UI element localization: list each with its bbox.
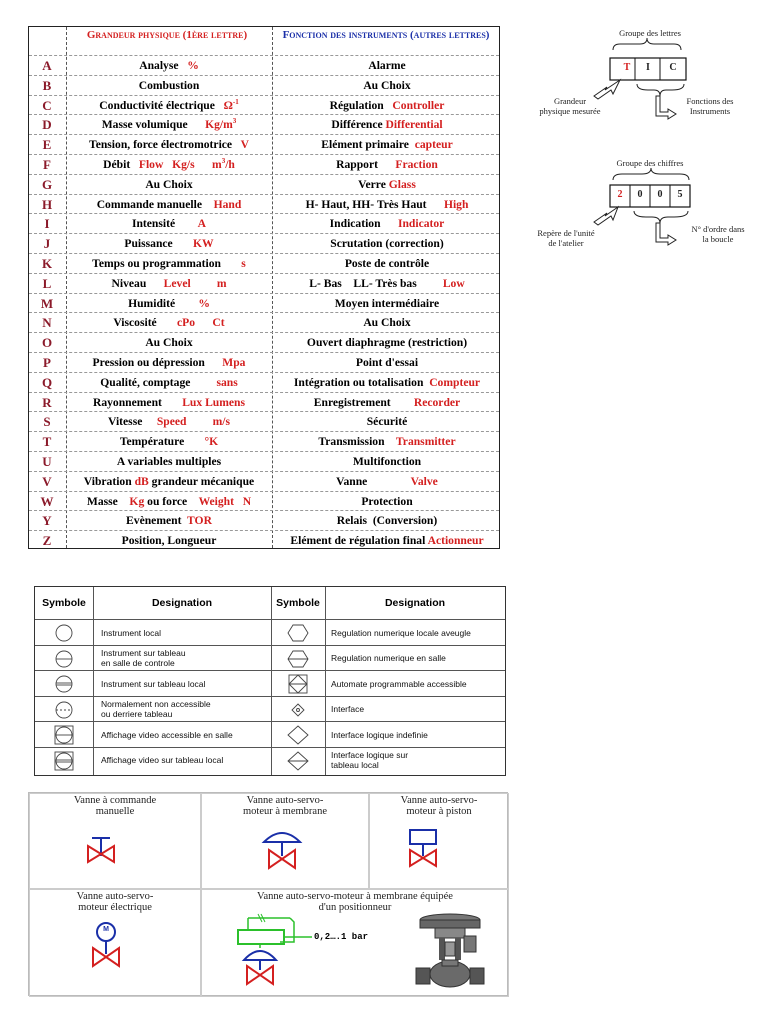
cell-text: capteur xyxy=(414,138,453,152)
cell-text: Température xyxy=(119,435,205,449)
local-logic-interface-icon xyxy=(284,751,312,771)
row-letter: L xyxy=(42,275,52,291)
table-row xyxy=(29,55,499,75)
instrument-function-cell xyxy=(273,135,501,154)
table-row xyxy=(35,670,505,697)
cell-text: Mpa xyxy=(222,356,246,369)
row-letter: I xyxy=(44,216,50,232)
cell-text: sans xyxy=(216,375,238,389)
row-letter: S xyxy=(43,414,51,430)
table-row xyxy=(29,392,499,412)
table-row xyxy=(35,645,505,672)
cell-text: Controller xyxy=(392,98,445,112)
blind-digital-control-icon xyxy=(284,623,312,643)
box-letter: C xyxy=(669,62,677,73)
cell-text: Glass xyxy=(388,177,416,191)
instrument-function-cell xyxy=(273,472,501,491)
cell-text: Poste de contrôle xyxy=(344,257,430,270)
cell-text: °K xyxy=(204,435,219,449)
instrument-function-cell xyxy=(273,175,501,194)
table-row xyxy=(29,411,499,431)
instrument-function-cell xyxy=(273,96,501,115)
row-letter: T xyxy=(42,434,52,450)
electric-valve-icon xyxy=(30,890,202,998)
physical-quantity-cell xyxy=(67,175,271,194)
table-row xyxy=(29,75,499,95)
cell-text: % xyxy=(178,59,199,72)
physical-quantity-cell xyxy=(67,214,271,233)
table-row xyxy=(29,352,499,372)
designation-text: Regulation numerique locale aveugle xyxy=(331,627,471,638)
table-row xyxy=(29,332,499,352)
row-letter: F xyxy=(43,157,51,172)
cell-text: H- Haut, HH- Très Haut xyxy=(305,197,444,211)
valve-cell xyxy=(29,793,201,889)
valve-title: Vanne auto-servo-moteur à membrane équipée d'un positionneur xyxy=(257,891,453,913)
physical-quantity-cell xyxy=(67,96,271,115)
table-row xyxy=(29,114,499,134)
valve-cell xyxy=(369,793,509,889)
physical-quantity-cell xyxy=(67,333,271,352)
box-letter: I xyxy=(646,62,650,73)
physical-quantity-cell xyxy=(67,135,271,154)
table-row xyxy=(29,154,499,174)
physical-quantity-cell xyxy=(67,531,271,550)
physical-quantity-cell xyxy=(67,56,271,75)
cell-text: Relais (Conversion) xyxy=(336,514,438,528)
table-row xyxy=(29,253,499,273)
cell-text: Scrutation (correction) xyxy=(330,237,444,251)
row-letter: D xyxy=(42,117,52,133)
cell-text: Ω xyxy=(223,98,233,112)
cell-text: Low xyxy=(442,276,465,290)
box-letter: T xyxy=(623,62,631,73)
designation-text: Affichage video sur tableau local xyxy=(101,755,224,766)
table-row xyxy=(29,491,499,511)
instrument-function-cell xyxy=(273,452,501,471)
physical-quantity-cell xyxy=(67,313,271,332)
cell-text: Débit xyxy=(103,158,139,171)
valve-title: Vanne auto-servo- moteur électrique xyxy=(76,891,154,913)
cell-text: m xyxy=(216,276,227,290)
cell-text: Tension, force électromotrice xyxy=(89,138,241,152)
cell-text: Masse volumique xyxy=(101,118,206,132)
cell-text: /h xyxy=(225,158,235,171)
physical-quantity-cell xyxy=(67,412,271,431)
cell-text: Kg xyxy=(129,494,145,508)
physical-quantity-cell xyxy=(67,294,271,313)
cell-text: Puissance xyxy=(124,237,193,251)
measured-quantity-label: Grandeur physique mesurée xyxy=(539,96,601,116)
local-instrument-icon xyxy=(50,623,78,643)
instrument-function-cell xyxy=(273,333,501,352)
box-digit: 2 xyxy=(617,189,623,200)
physical-quantity-cell xyxy=(67,76,271,95)
cell-text: Elément de régulation final xyxy=(290,534,428,548)
cell-text: KW xyxy=(192,237,214,251)
box-digit: 0 xyxy=(657,189,663,200)
table-row xyxy=(29,213,499,233)
instrument-function-cell xyxy=(273,373,501,392)
designation-text: Automate programmable accessible xyxy=(331,678,467,689)
cell-text: Au Choix xyxy=(363,78,411,92)
cell-text: Transmitter xyxy=(395,435,456,449)
physical-quantity-cell xyxy=(67,432,271,451)
positioner-valve-icon xyxy=(202,890,510,998)
cell-text: V xyxy=(240,138,249,152)
designation-text: Instrument local xyxy=(101,627,161,638)
table-row xyxy=(29,194,499,214)
cell-text: Lux Lumens xyxy=(182,395,246,409)
cell-text: m/s xyxy=(212,415,230,429)
instrument-function-cell xyxy=(273,56,501,75)
table-row xyxy=(29,174,499,194)
table-row xyxy=(35,696,505,723)
cell-text: Indication xyxy=(329,217,398,231)
cell-text: Régulation xyxy=(329,98,393,112)
physical-quantity-cell xyxy=(67,195,271,214)
table-row xyxy=(35,721,505,748)
cell-text: grandeur mécanique xyxy=(148,474,255,488)
cell-text: Qualité, comptage xyxy=(100,375,217,389)
physical-quantity-cell xyxy=(67,511,271,530)
row-letter: H xyxy=(41,196,53,212)
cell-text: m xyxy=(212,158,222,171)
designation-text: Affichage video accessible en salle xyxy=(101,729,233,740)
cell-text: ou force xyxy=(144,494,199,508)
row-letter: J xyxy=(43,236,51,252)
cell-text: Au Choix xyxy=(145,336,193,350)
cell-text: Différence xyxy=(331,118,386,132)
row-letter: O xyxy=(41,335,53,351)
row-letter: K xyxy=(41,256,53,271)
cell-text: Indicator xyxy=(397,217,445,231)
cell-text: Enregistrement xyxy=(313,395,414,409)
video-display-icon xyxy=(50,725,78,745)
header-instrument-function: Fonction des instruments (autres lettres) xyxy=(282,29,490,41)
cell-text: Elément primaire xyxy=(321,138,415,152)
unit-reference-label: Repère de l'unité de l'atelier xyxy=(537,228,595,248)
cell-text: High xyxy=(443,197,469,211)
cell-text: Level xyxy=(163,276,191,290)
cell-text: Evènement xyxy=(126,514,188,528)
membrane-valve-icon xyxy=(202,794,370,890)
table-row xyxy=(29,134,499,154)
cell-text: 3 xyxy=(232,117,237,126)
cell-text: L- Bas LL- Très bas xyxy=(309,276,443,290)
panel-instrument-icon xyxy=(50,649,78,669)
designation-text: Interface logique sur tableau local xyxy=(331,750,409,771)
instrument-function-cell xyxy=(273,432,501,451)
row-letter: M xyxy=(40,295,54,311)
box-digit: 5 xyxy=(677,189,683,200)
diagram-title: Groupe des chiffres xyxy=(616,158,684,168)
cell-text xyxy=(163,158,172,171)
cell-text: Analyse xyxy=(139,59,179,72)
instrument-function-cell xyxy=(273,353,501,372)
logic-interface-icon xyxy=(284,725,312,745)
table-row xyxy=(29,372,499,392)
physical-quantity-cell xyxy=(67,115,271,134)
table-row xyxy=(29,293,499,313)
pressure-range-label: 0,2….1 bar xyxy=(314,932,369,942)
plc-icon xyxy=(284,674,312,694)
row-letter: V xyxy=(42,473,52,489)
cell-text: Viscosité xyxy=(113,316,177,330)
row-letter: Z xyxy=(42,533,52,549)
table-row xyxy=(35,619,505,646)
cell-text: Sécurité xyxy=(366,415,408,429)
instrument-function-cell xyxy=(273,234,501,253)
cell-text: A xyxy=(197,217,207,231)
physical-quantity-cell xyxy=(67,492,271,511)
interface-icon xyxy=(284,700,312,720)
physical-quantity-cell xyxy=(67,472,271,491)
physical-quantity-cell xyxy=(67,452,271,471)
physical-quantity-cell xyxy=(67,353,271,372)
cell-text: Kg/s xyxy=(172,158,195,171)
row-letter: Q xyxy=(41,374,53,390)
cell-text: Kg/m xyxy=(205,118,233,132)
row-letter: N xyxy=(42,315,52,331)
cell-text xyxy=(195,158,212,171)
row-letter: Y xyxy=(42,513,52,529)
cell-text: Speed xyxy=(156,415,187,429)
cell-text: Pression ou dépression xyxy=(92,356,223,369)
instrument-function-cell xyxy=(273,531,501,550)
cell-text: Moyen intermédiaire xyxy=(334,296,440,310)
table-row xyxy=(29,95,499,115)
valve-cell xyxy=(201,793,369,889)
header-physical-quantity: Grandeur physique (1ère lettre) xyxy=(86,29,248,41)
header-symbole: Symbole xyxy=(42,597,86,609)
instrument-function-cell xyxy=(273,214,501,233)
cell-text: Transmission xyxy=(318,435,396,449)
instrument-function-cell xyxy=(273,195,501,214)
instrument-function-cell xyxy=(273,274,501,293)
row-letter: P xyxy=(43,355,51,370)
cell-text: Protection xyxy=(361,494,413,508)
table-row xyxy=(29,471,499,491)
room-digital-control-icon xyxy=(284,649,312,669)
designation-text: Regulation numerique en salle xyxy=(331,653,446,664)
physical-quantity-cell xyxy=(67,393,271,412)
row-letter: U xyxy=(42,454,52,469)
instrument-function-cell xyxy=(273,511,501,530)
instrument-function-cell xyxy=(273,313,501,332)
cell-text: Combustion xyxy=(138,78,200,92)
cell-text: Rapport xyxy=(336,158,396,171)
row-letter: W xyxy=(40,493,54,509)
physical-quantity-cell xyxy=(67,155,271,174)
table-row xyxy=(29,233,499,253)
cell-text: cPo xyxy=(177,316,196,330)
cell-text: Vibration xyxy=(83,474,135,488)
cell-text: TOR xyxy=(187,514,212,528)
loop-order-label: N° d'ordre dans la boucle xyxy=(691,224,745,244)
cell-text: Alarme xyxy=(368,59,406,72)
cell-text: Differential xyxy=(385,118,443,132)
cell-text xyxy=(187,415,213,428)
cell-text: Au Choix xyxy=(363,316,411,330)
instrument-function-cell xyxy=(273,254,501,273)
valve-cell xyxy=(201,889,509,997)
cell-text: Hand xyxy=(213,197,242,211)
instrument-function-cell xyxy=(273,155,501,174)
cell-text xyxy=(234,495,243,508)
physical-quantity-cell xyxy=(67,373,271,392)
cell-text: Flow xyxy=(138,158,164,171)
cell-text: Intégration ou totalisation xyxy=(293,375,430,389)
cell-text: Valve xyxy=(410,474,438,488)
piston-valve-icon xyxy=(370,794,510,890)
row-letter: B xyxy=(42,77,52,93)
instrument-function-cell xyxy=(273,412,501,431)
cell-text: -1 xyxy=(232,97,239,106)
table-row xyxy=(29,431,499,451)
row-letter: G xyxy=(41,176,53,192)
table-row xyxy=(29,312,499,332)
cell-text: Point d'essai xyxy=(355,356,419,369)
table-row xyxy=(29,451,499,471)
symbol-table xyxy=(34,586,506,776)
designation-text: Instrument sur tableau en salle de controle xyxy=(101,648,186,669)
manual-valve-icon xyxy=(30,794,202,890)
table-row xyxy=(29,510,499,530)
cell-text: Au Choix xyxy=(145,177,193,191)
instrument-function-cell xyxy=(273,492,501,511)
cell-text: Commande manuelle xyxy=(96,197,214,211)
table-row xyxy=(35,747,505,774)
diagram-title: Groupe des lettres xyxy=(619,28,681,38)
cell-text: Ouvert diaphragme (restriction) xyxy=(306,336,468,350)
cell-text: Temps ou programmation xyxy=(92,257,242,270)
header-designation: Designation xyxy=(384,597,446,609)
physical-quantity-cell xyxy=(67,254,271,273)
cell-text: Vanne xyxy=(336,474,411,488)
hidden-instrument-icon xyxy=(50,700,78,720)
row-letter: C xyxy=(42,97,52,113)
designation-text: Instrument sur tableau local xyxy=(101,678,206,689)
cell-text: Position, Longueur xyxy=(121,534,217,548)
physical-quantity-cell xyxy=(67,274,271,293)
cell-text: N xyxy=(242,494,252,508)
motor-label: M xyxy=(103,926,109,933)
number-group-diagram xyxy=(510,158,760,258)
cell-text: Fraction xyxy=(395,158,438,171)
cell-text: Humidité xyxy=(128,296,199,310)
cell-text: Actionneur xyxy=(427,534,484,548)
cell-text: Niveau xyxy=(111,276,164,290)
letter-group-diagram xyxy=(510,28,760,138)
cell-text: 3 xyxy=(221,157,226,166)
header-symbole: Symbole xyxy=(276,597,320,609)
letter-group-drawing xyxy=(510,28,760,138)
local-panel-instrument-icon xyxy=(50,674,78,694)
cell-text: Rayonnement xyxy=(92,395,183,409)
row-letter: E xyxy=(42,137,52,153)
box-digit: 0 xyxy=(637,189,643,200)
cell-text: Compteur xyxy=(429,375,481,389)
cell-text: Intensité xyxy=(131,217,198,231)
cell-text xyxy=(195,316,212,329)
cell-text: Masse xyxy=(86,494,130,508)
valve-symbols-panel xyxy=(28,792,508,996)
cell-text: s xyxy=(241,257,246,270)
cell-text: Verre xyxy=(358,177,389,191)
instrument-function-cell xyxy=(273,115,501,134)
instrument-function-cell xyxy=(273,294,501,313)
row-letter: R xyxy=(42,394,52,410)
instrument-function-cell xyxy=(273,76,501,95)
valve-title: Vanne auto-servo- moteur à membrane xyxy=(243,795,327,817)
table-row xyxy=(29,273,499,293)
designation-text: Interface logique indefinie xyxy=(331,729,428,740)
row-letter: A xyxy=(42,58,52,73)
designation-text: Interface xyxy=(331,704,365,715)
local-video-display-icon xyxy=(50,751,78,771)
cell-text: Conductivité électrique xyxy=(99,98,224,112)
cell-text: Weight xyxy=(198,494,234,508)
instrument-function-cell xyxy=(273,393,501,412)
cell-text: dB xyxy=(134,474,149,488)
valve-title: Vanne à commande manuelle xyxy=(73,795,157,817)
cell-text xyxy=(191,277,217,290)
designation-text: Normalement non accessible ou derriere tableau xyxy=(101,699,211,720)
instrument-function-label: Fonctions des Instruments xyxy=(686,96,734,116)
cell-text: Ct xyxy=(212,316,225,330)
valve-cell xyxy=(29,889,201,997)
physical-quantity-cell xyxy=(67,234,271,253)
valve-title: Vanne auto-servo- moteur à piston xyxy=(400,795,478,817)
table-row xyxy=(29,530,499,550)
cell-text: % xyxy=(198,296,210,310)
cell-text: Multifonction xyxy=(352,455,422,468)
cell-text: A variables multiples xyxy=(116,455,222,468)
cell-text: Vitesse xyxy=(108,415,157,429)
header-designation: Designation xyxy=(151,597,213,609)
instrument-letter-table xyxy=(28,26,500,549)
cell-text: Recorder xyxy=(413,395,461,409)
